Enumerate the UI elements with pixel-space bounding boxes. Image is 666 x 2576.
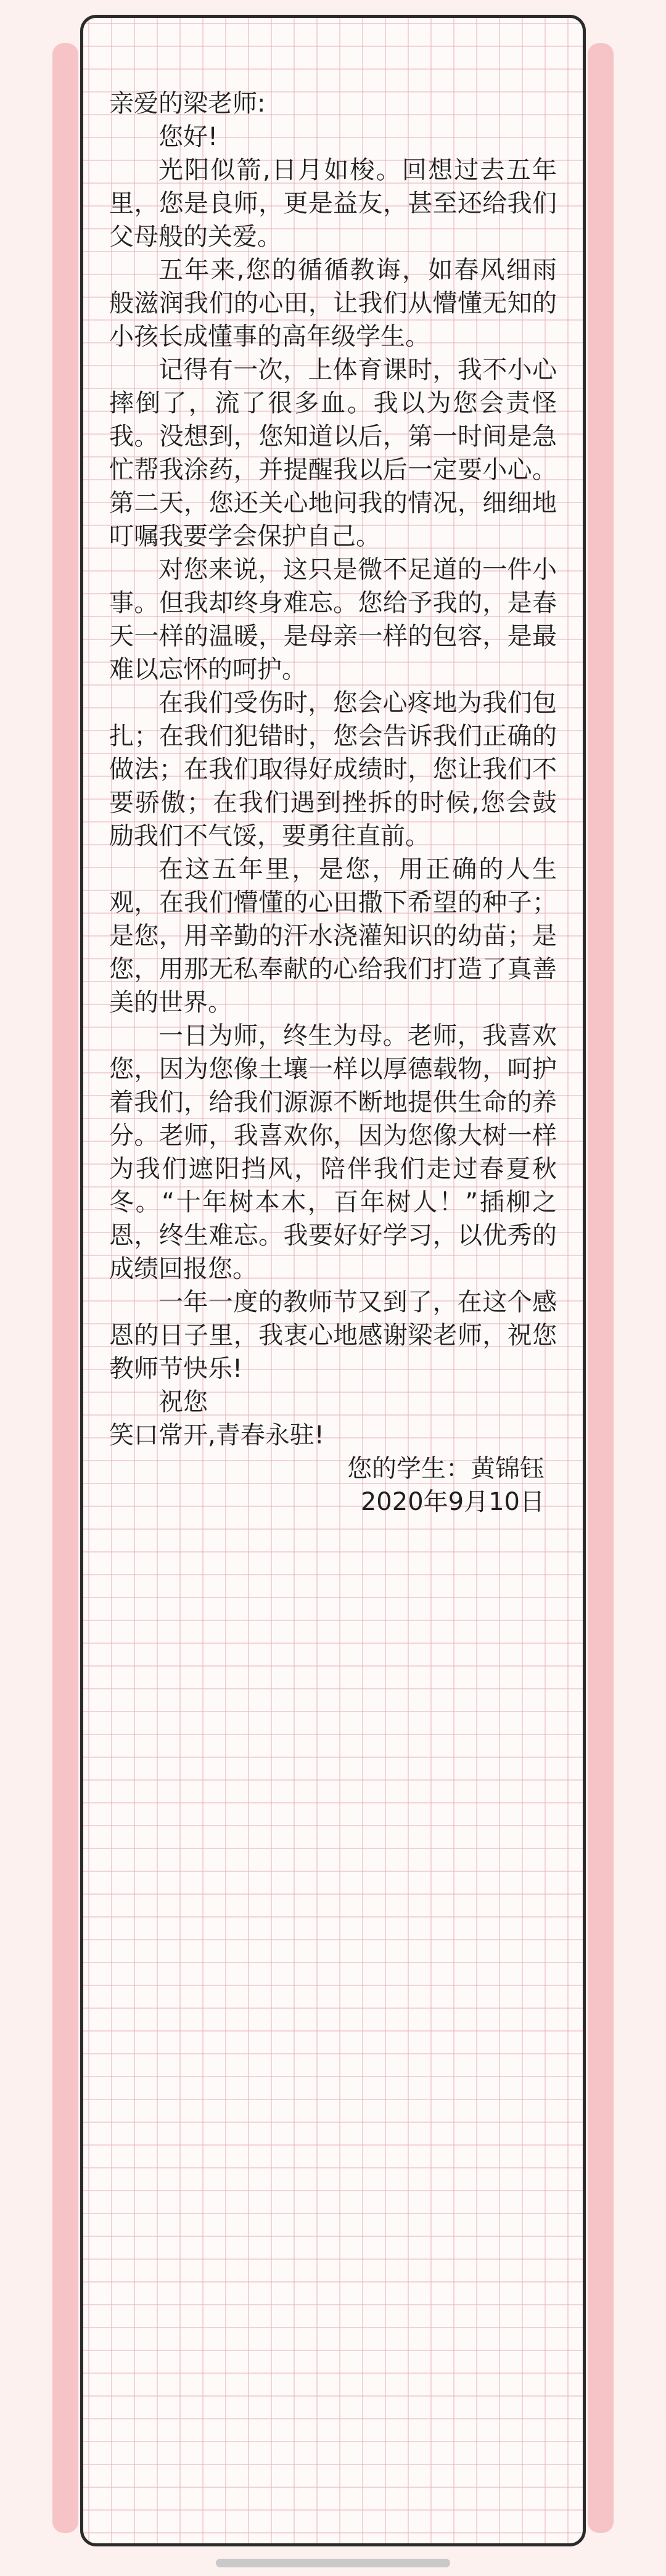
right-decorative-strip (588, 43, 614, 2533)
letter-closing: 祝您 (158, 1388, 208, 1416)
letter-paragraph: 记得有一次，上体育课时，我不小心摔倒了，流了很多血。我以为您会责怪我。没想到，您知道以后，第一时间是急忙帮我涂药，并提醒我以后一定要小心。第二天，您还关心地问我的情况，细细地叮嘱我要学会保护自己。 (109, 356, 557, 551)
letter-body (109, 87, 557, 1519)
letter-salutation: 亲爱的梁老师: (109, 89, 266, 118)
letter-paragraph: 在我们受伤时，您会心疼地为我们包扎；在我们犯错时，您会告诉我们正确的做法；在我们取得好成绩时，您让我们不要骄傲；在我们遇到挫拆的时候,您会鼓励我们不气馁，要勇往直前。 (109, 689, 557, 850)
home-indicator-bar[interactable] (216, 2559, 450, 2567)
letter-hello: 您好! (158, 123, 218, 151)
letter-paragraph: 一日为师，终生为母。老师，我喜欢您，因为您像土壤一样以厚德载物，呵护着我们，给我们源源不断地提供生命的养分。老师，我喜欢你，因为您像大树一样为我们遮阳挡风，陪伴我们走过春夏秋冬。“十年树本木，百年树人！”插柳之恩，终生难忘。我要好好学习，以优秀的成绩回报您。 (109, 1022, 557, 1283)
left-decorative-strip (52, 43, 78, 2533)
letter-paragraph: 一年一度的教师节又到了，在这个感恩的日子里，我衷心地感谢梁老师，祝您教师节快乐! (109, 1288, 557, 1383)
letter-paragraph: 在这五年里，是您，用正确的人生观，在我们懵懂的心田撒下希望的种子；是您，用辛勤的汗水浇灌知识的幼苗；是您，用那无私奉献的心给我们打造了真善美的世界。 (109, 855, 557, 1017)
letter-wish: 笑口常开,青春永驻! (109, 1421, 324, 1450)
letter-paragraph: 光阳似箭,日月如梭。回想过去五年里，您是良师，更是益友，甚至还给我们父母般的关爱。 (109, 156, 557, 251)
letter-signature: 您的学生：黄锦钰 (347, 1454, 545, 1483)
letter-date: 2020年9月10日 (360, 1488, 545, 1516)
letter-paragraph: 五年来,您的循循教诲，如春风细雨般滋润我们的心田，让我们从懵懂无知的小孩长成懂事的高年级学生。 (109, 256, 557, 351)
letter-paragraph: 对您来说，这只是微不足道的一件小事。但我却终身难忘。您给予我的，是春天一样的温暖，是母亲一样的包容，是最难以忘怀的呵护。 (109, 556, 557, 684)
letter-paper (80, 15, 586, 2546)
